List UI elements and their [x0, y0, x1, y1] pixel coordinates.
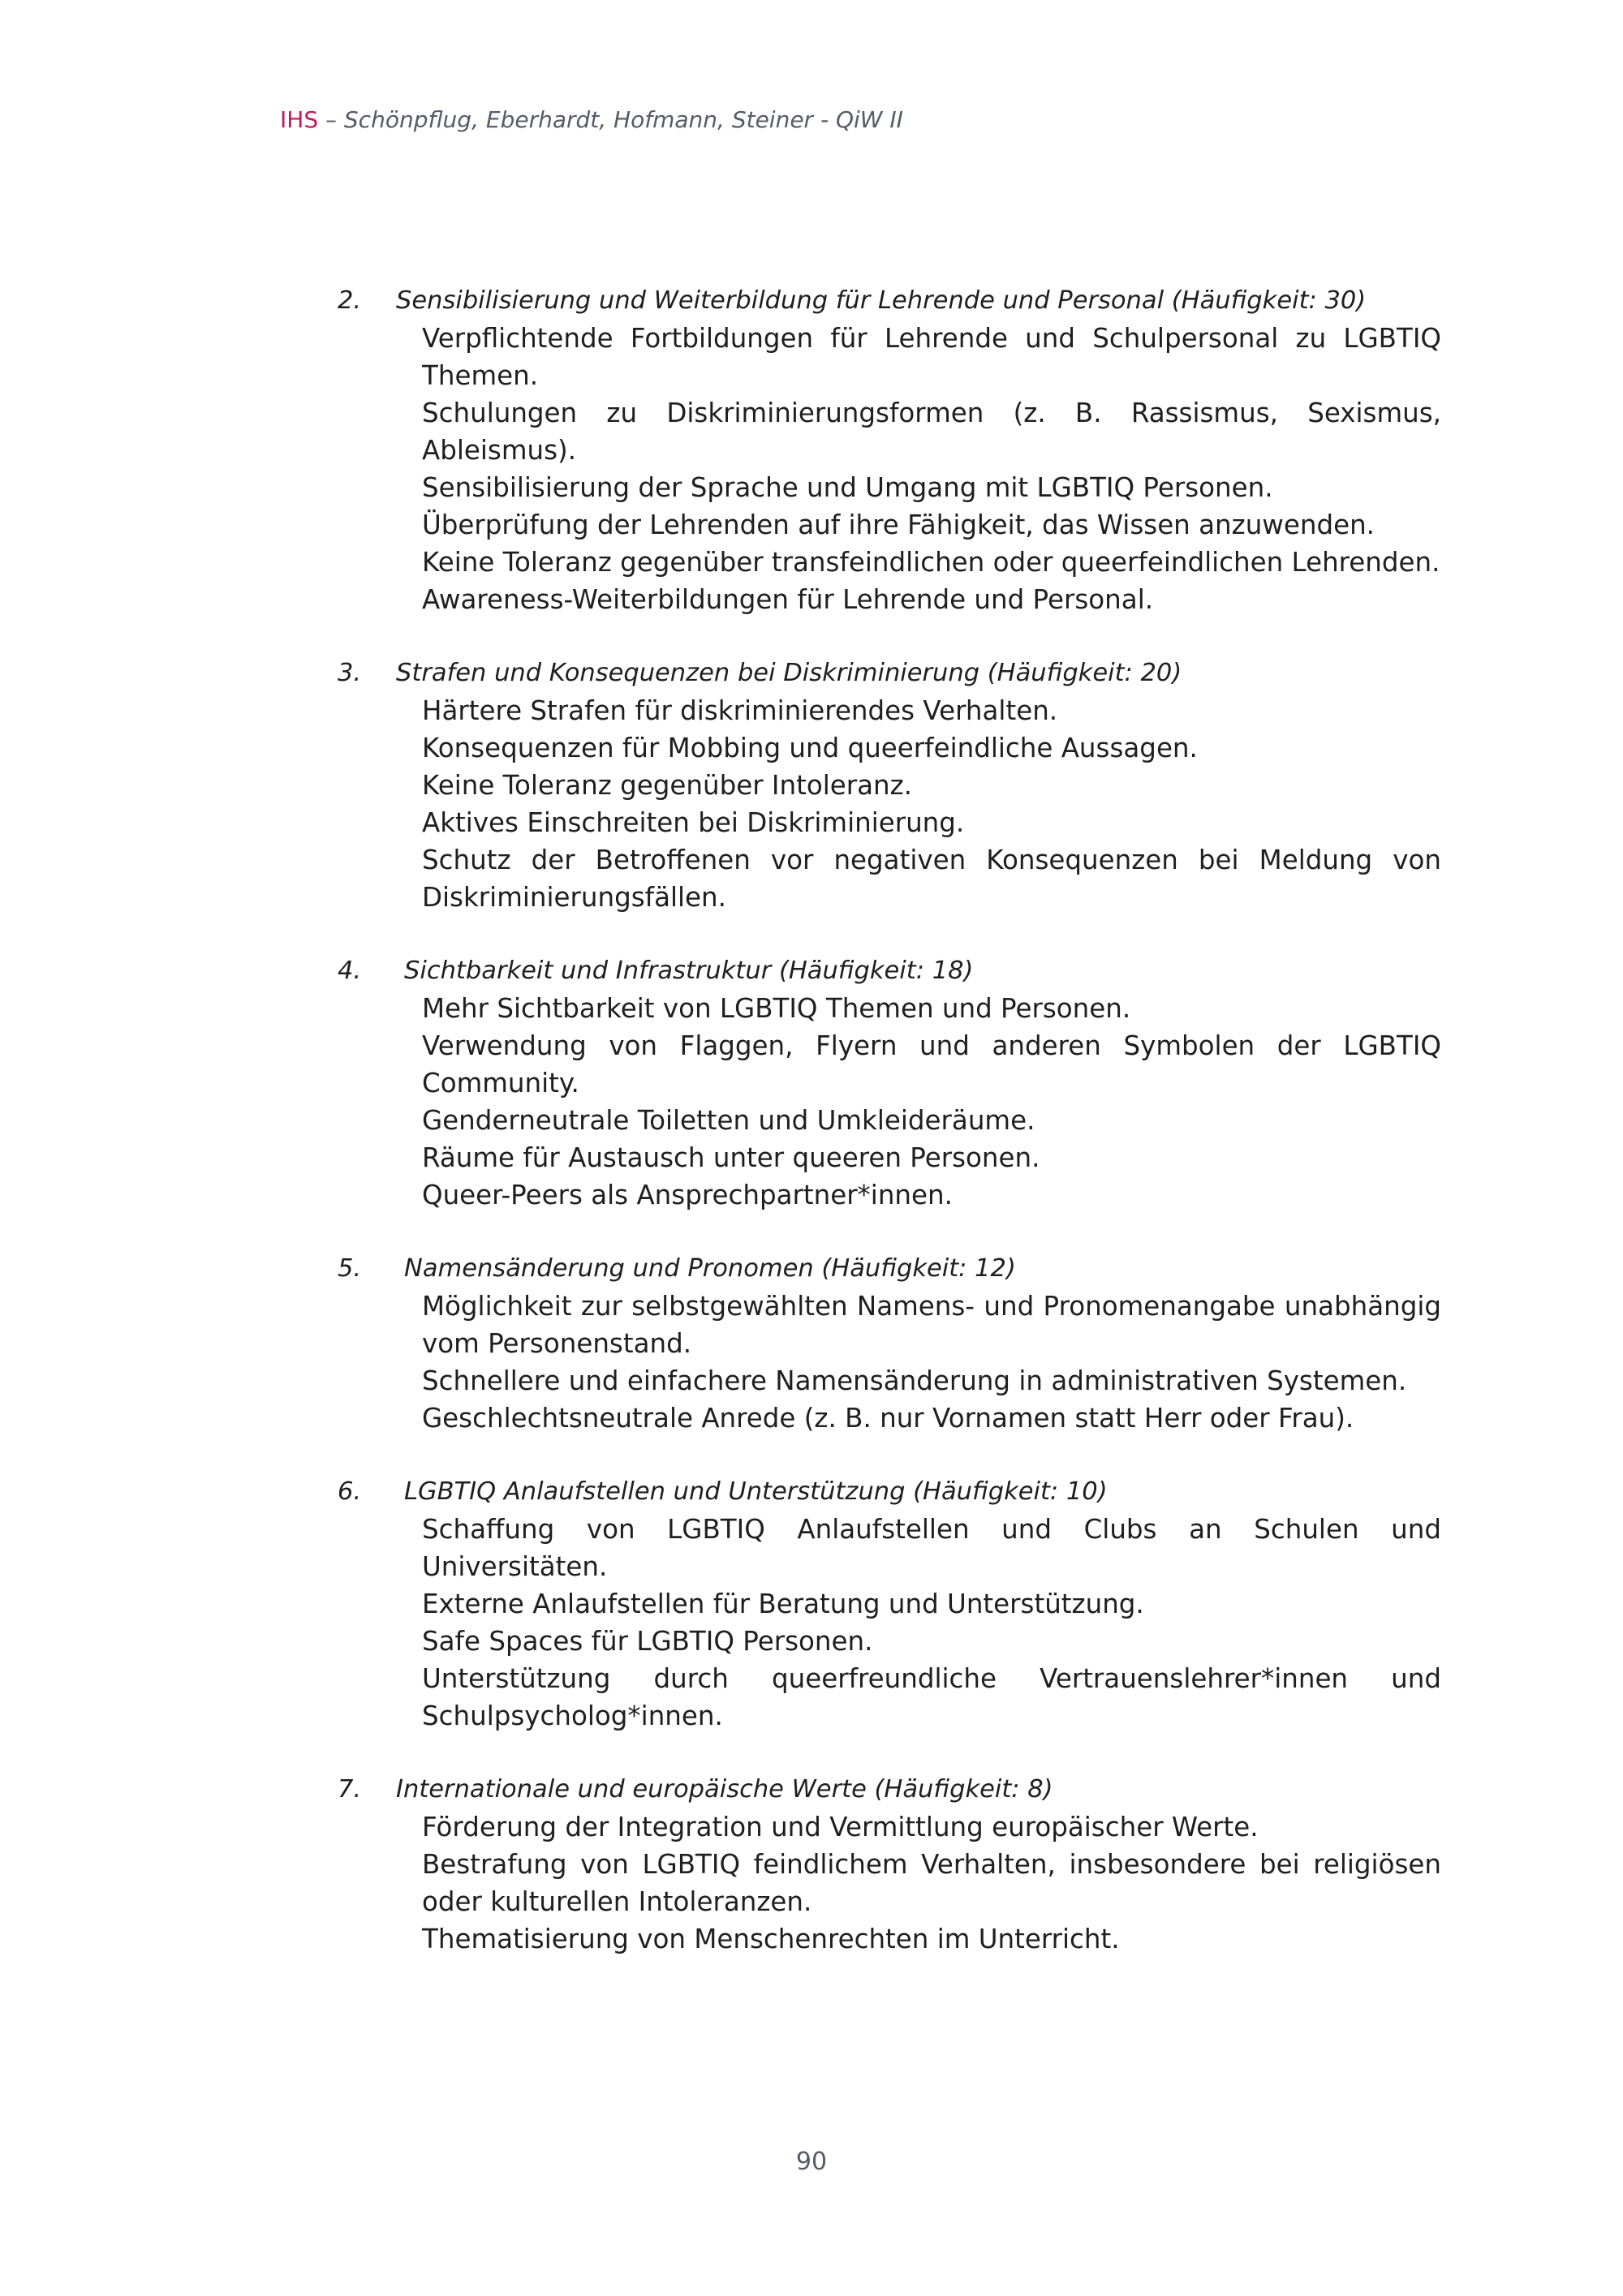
section-number: 6.: [338, 1477, 362, 1506]
list-item: Aktives Einschreiten bei Diskriminierung.: [422, 807, 965, 838]
running-header: [280, 106, 903, 133]
section-title: Sensibilisierung und Weiterbildung für Lehrende und Personal (Häufigkeit: 30): [396, 286, 1367, 315]
header-separator: –: [318, 106, 344, 133]
document-body: [338, 282, 1441, 1994]
section-2: [338, 282, 1441, 618]
section-heading: [338, 282, 1441, 320]
list-item: Keine Toleranz gegenüber Intoleranz.: [422, 770, 913, 801]
section-items: [422, 1808, 1441, 1958]
list-item: Genderneutrale Toiletten und Umkleideräume.: [422, 1105, 1035, 1136]
header-authors: Schönpflug, Eberhardt, Hofmann, Steiner - QiW II: [343, 106, 903, 133]
list-item: Schulungen zu Diskriminierungsformen (z. B. Rassismus, Sexismus, Ableismus).: [422, 398, 1441, 466]
section-title: LGBTIQ Anlaufstellen und Unterstützung (Häufigkeit: 10): [404, 1477, 1108, 1506]
list-item: Konsequenzen für Mobbing und queerfeindliche Aussagen.: [422, 733, 1198, 763]
section-number: 7.: [338, 1775, 362, 1804]
list-item: Keine Toleranz gegenüber transfeindlichen oder queerfeindlichen Lehrenden.: [422, 547, 1440, 578]
list-item: Überprüfung der Lehrenden auf ihre Fähigkeit, das Wissen anzuwenden.: [422, 510, 1375, 540]
list-item: Verwendung von Flaggen, Flyern und anderen Symbolen der LGBTIQ Community.: [422, 1030, 1441, 1099]
section-items: [422, 1288, 1441, 1437]
list-item: Mehr Sichtbarkeit von LGBTIQ Themen und Personen.: [422, 993, 1131, 1024]
list-item: Bestrafung von LGBTIQ feindlichem Verhalten, insbesondere bei religiösen oder kulturellen Intoleranzen.: [422, 1849, 1441, 1917]
section-number: 2.: [338, 286, 362, 315]
list-item: Unterstützung durch queerfreundliche Vertrauenslehrer*innen und Schulpsycholog*innen.: [422, 1663, 1441, 1731]
section-heading: [338, 655, 1441, 692]
list-item: Geschlechtsneutrale Anrede (z. B. nur Vornamen statt Herr oder Frau).: [422, 1403, 1354, 1434]
section-heading: [338, 1771, 1441, 1808]
header-org: IHS: [280, 106, 319, 133]
list-item: Queer-Peers als Ansprechpartner*innen.: [422, 1180, 953, 1210]
section-items: [422, 320, 1441, 618]
section-title: Strafen und Konsequenzen bei Diskriminierung (Häufigkeit: 20): [396, 659, 1182, 687]
section-3: [338, 655, 1441, 916]
list-item: Förderung der Integration und Vermittlung europäischer Werte.: [422, 1812, 1259, 1842]
section-number: 5.: [338, 1254, 362, 1283]
section-heading: [338, 952, 1441, 990]
list-item: Möglichkeit zur selbstgewählten Namens- und Pronomenangabe unabhängig vom Personenstand.: [422, 1291, 1441, 1359]
section-items: [422, 990, 1441, 1214]
section-number: 3.: [338, 659, 362, 687]
section-title: Namensänderung und Pronomen (Häufigkeit: 12): [404, 1254, 1016, 1283]
list-item: Safe Spaces für LGBTIQ Personen.: [422, 1626, 873, 1657]
list-item: Räume für Austausch unter queeren Personen.: [422, 1142, 1040, 1173]
list-item: Schaffung von LGBTIQ Anlaufstellen und Clubs an Schulen und Universitäten.: [422, 1514, 1441, 1582]
list-item: Thematisierung von Menschenrechten im Unterricht.: [422, 1924, 1120, 1954]
section-4: [338, 952, 1441, 1214]
section-5: [338, 1250, 1441, 1437]
list-item: Externe Anlaufstellen für Beratung und Unterstützung.: [422, 1589, 1144, 1619]
list-item: Schutz der Betroffenen vor negativen Konsequenzen bei Meldung von Diskriminierungsfällen.: [422, 845, 1441, 913]
page-number: 90: [795, 2148, 828, 2176]
section-number: 4.: [338, 957, 362, 985]
section-heading: [338, 1250, 1441, 1288]
section-heading: [338, 1473, 1441, 1511]
section-title: Internationale und europäische Werte (Häufigkeit: 8): [396, 1775, 1053, 1804]
section-7: [338, 1771, 1441, 1958]
list-item: Awareness-Weiterbildungen für Lehrende und Personal.: [422, 584, 1154, 615]
list-item: Schnellere und einfachere Namensänderung in administrativen Systemen.: [422, 1365, 1407, 1396]
section-items: [422, 1511, 1441, 1735]
section-title: Sichtbarkeit und Infrastruktur (Häufigkeit: 18): [404, 957, 974, 985]
list-item: Verpflichtende Fortbildungen für Lehrende und Schulpersonal zu LGBTIQ Themen.: [422, 323, 1441, 391]
list-item: Sensibilisierung der Sprache und Umgang mit LGBTIQ Personen.: [422, 472, 1273, 503]
section-items: [422, 692, 1441, 916]
section-6: [338, 1473, 1441, 1735]
list-item: Härtere Strafen für diskriminierendes Verhalten.: [422, 695, 1058, 726]
